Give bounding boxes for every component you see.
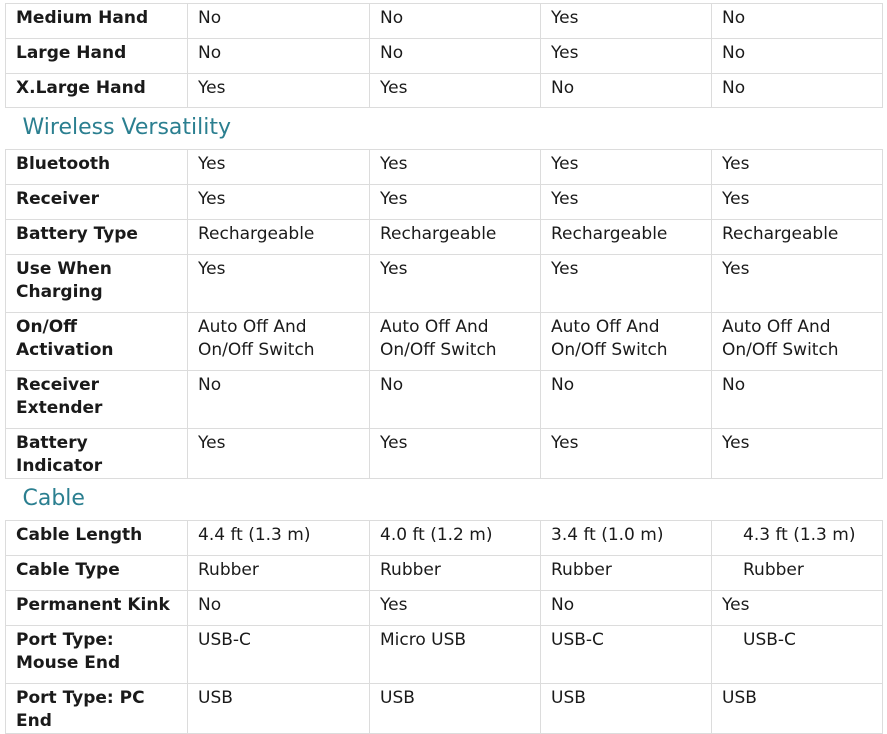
value-cell: Auto Off And On/Off Switch [541,313,712,371]
feature-label: Port Type: PC End [6,684,188,734]
value-cell: Yes [541,185,712,220]
section-title: Wireless Versatility [6,108,883,150]
table-row [6,591,883,626]
feature-label: Cable Type [6,556,188,591]
value-cell: No [541,74,712,108]
feature-label: Battery Type [6,220,188,255]
comparison-table-body [6,4,883,734]
value-cell: Yes [370,74,541,108]
feature-label: Use When Charging [6,255,188,313]
value-cell: 4.3 ft (1.3 m) [712,521,883,556]
value-cell: No [712,371,883,429]
value-cell: Yes [370,255,541,313]
value-cell: Yes [541,150,712,185]
value-cell: Rechargeable [370,220,541,255]
value-cell: Yes [370,185,541,220]
value-cell: No [188,39,370,74]
value-cell: Rubber [188,556,370,591]
value-cell: USB-C [541,626,712,684]
feature-label: Bluetooth [6,150,188,185]
value-cell: Auto Off And On/Off Switch [188,313,370,371]
value-cell: No [370,371,541,429]
value-cell: No [712,74,883,108]
value-cell: Yes [188,185,370,220]
value-cell: Auto Off And On/Off Switch [370,313,541,371]
table-row [6,521,883,556]
value-cell: USB-C [188,626,370,684]
value-cell: USB [188,684,370,734]
value-cell: 4.4 ft (1.3 m) [188,521,370,556]
value-cell: Yes [712,255,883,313]
value-cell: Rubber [370,556,541,591]
table-row [6,4,883,39]
value-cell: Rechargeable [541,220,712,255]
comparison-table [5,3,883,734]
value-cell: No [188,4,370,39]
value-cell: Yes [712,429,883,479]
value-cell: No [370,4,541,39]
value-cell: Yes [541,255,712,313]
table-row [6,429,883,479]
value-cell: Yes [188,255,370,313]
section-header-row [6,108,883,150]
value-cell: Yes [541,4,712,39]
table-row [6,371,883,429]
value-cell: Yes [370,150,541,185]
value-cell: Yes [541,429,712,479]
value-cell: Yes [541,39,712,74]
table-row [6,556,883,591]
value-cell: No [370,39,541,74]
feature-label: Port Type: Mouse End [6,626,188,684]
value-cell: Micro USB [370,626,541,684]
value-cell: USB [541,684,712,734]
section-header-row [6,479,883,521]
value-cell: Yes [188,150,370,185]
value-cell: Yes [712,591,883,626]
feature-label: Cable Length [6,521,188,556]
table-row [6,150,883,185]
value-cell: No [541,371,712,429]
feature-label: Battery Indicator [6,429,188,479]
value-cell: Yes [370,591,541,626]
feature-label: Receiver [6,185,188,220]
value-cell: Yes [188,74,370,108]
value-cell: Rechargeable [712,220,883,255]
value-cell: Yes [188,429,370,479]
value-cell: No [712,4,883,39]
feature-label: On/Off Activation [6,313,188,371]
table-row [6,220,883,255]
value-cell: Yes [712,185,883,220]
table-row [6,185,883,220]
table-row [6,255,883,313]
feature-label: Receiver Extender [6,371,188,429]
value-cell: No [541,591,712,626]
value-cell: USB [370,684,541,734]
value-cell: Yes [712,150,883,185]
feature-label: Large Hand [6,39,188,74]
feature-label: Medium Hand [6,4,188,39]
table-row [6,313,883,371]
value-cell: Rechargeable [188,220,370,255]
value-cell: Rubber [541,556,712,591]
table-row [6,684,883,734]
value-cell: 4.0 ft (1.2 m) [370,521,541,556]
section-title: Cable [6,479,883,521]
value-cell: USB [712,684,883,734]
value-cell: USB-C [712,626,883,684]
value-cell: No [188,371,370,429]
table-row [6,626,883,684]
feature-label: Permanent Kink [6,591,188,626]
value-cell: 3.4 ft (1.0 m) [541,521,712,556]
value-cell: Auto Off And On/Off Switch [712,313,883,371]
feature-label: X.Large Hand [6,74,188,108]
value-cell: No [712,39,883,74]
table-row [6,39,883,74]
value-cell: No [188,591,370,626]
table-row [6,74,883,108]
value-cell: Rubber [712,556,883,591]
value-cell: Yes [370,429,541,479]
